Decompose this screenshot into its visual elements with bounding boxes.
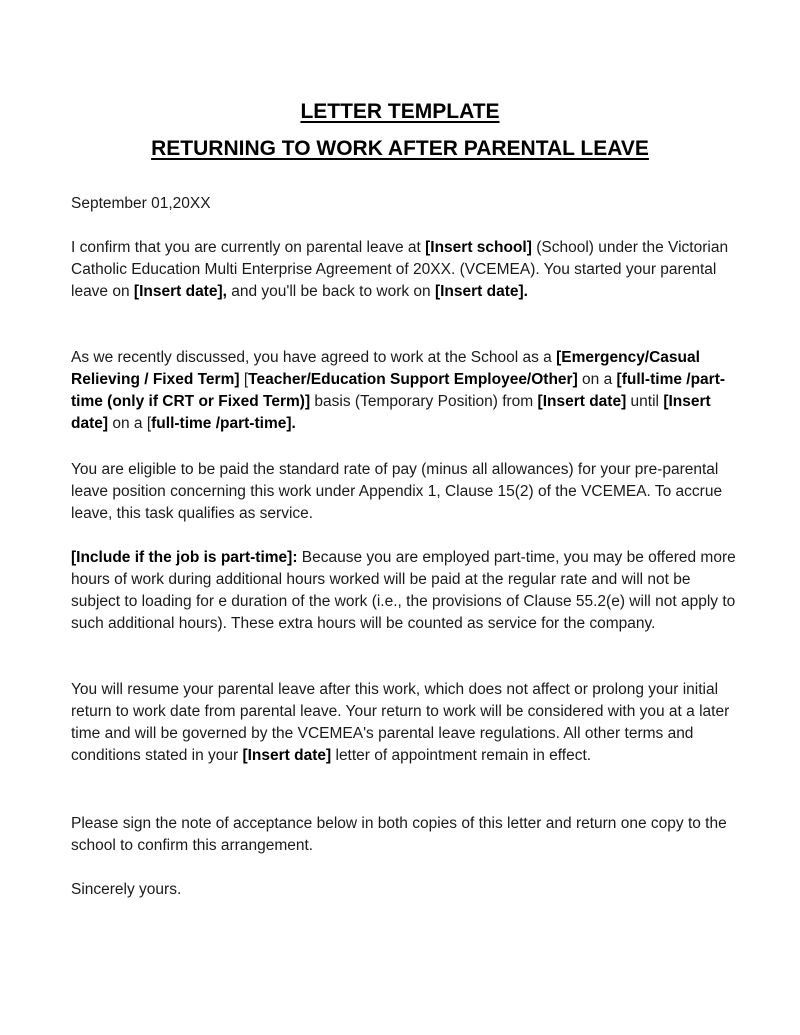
placeholder-school: [Insert school] xyxy=(425,239,532,256)
text: on a [ xyxy=(108,415,152,432)
text: [ xyxy=(239,371,249,388)
placeholder-employment-type: [Emergency/Casual Relieving / Fixed Term] xyxy=(71,349,700,388)
placeholder-time-basis: [full-time /part-time (only if CRT or Fixed Term)] xyxy=(71,371,726,410)
paragraph-confirmation xyxy=(71,237,743,303)
closing-salutation xyxy=(71,879,743,901)
placeholder-letter-date: [Insert date] xyxy=(242,747,332,764)
title-line-2: RETURNING TO WORK AFTER PARENTAL LEAVE xyxy=(151,137,649,160)
text: Because you are employed part-time, you may be offered more hours of work during additional hours worked will be paid at the regular rate and will not be subject to loading for e duration of the work (i.e., the provisions of Clause 55.2(e) will not apply to such additional hours). These extra hours will be counted as service for the company. xyxy=(71,549,736,632)
paragraph-part-time xyxy=(71,547,743,635)
text: on a xyxy=(577,371,617,388)
text: As we recently discussed, you have agreed to work at the School as a xyxy=(71,349,557,366)
text: You will resume your parental leave after this work, which does not affect or prolong your initial return to work date from parental leave. Your return to work will be considered with you at a later time and will be governed by the VCEMEA's parental leave regulations. All other terms and conditions stated in your xyxy=(71,681,730,764)
letter-date: September 01,20XX xyxy=(71,195,211,212)
placeholder-return-date: [Insert date]. xyxy=(434,283,528,300)
text: letter of appointment remain in effect. xyxy=(331,747,592,764)
title-line-1: LETTER TEMPLATE xyxy=(300,100,500,123)
placeholder-from-date: [Insert date] xyxy=(537,393,627,410)
placeholder-work-basis: full-time /part-time]. xyxy=(151,415,296,432)
paragraph-sign-request xyxy=(71,813,743,857)
paragraph-resume-leave xyxy=(71,679,743,767)
placeholder-part-time-note: [Include if the job is part-time]: xyxy=(71,549,298,566)
paragraph-agreement xyxy=(71,347,743,435)
text: Please sign the note of acceptance below in both copies of this letter and return one copy to the school to confirm this arrangement. xyxy=(71,815,727,854)
text: You are eligible to be paid the standard rate of pay (minus all allowances) for your pre-parental leave position concerning this work under Appendix 1, Clause 15(2) of the VCEMEA. To accrue leave, this task qualifies as service. xyxy=(71,461,723,522)
placeholder-role: Teacher/Education Support Employee/Other] xyxy=(248,371,578,388)
paragraph-pay xyxy=(71,459,743,525)
text: Sincerely yours. xyxy=(71,881,182,898)
text: and you'll be back to work on xyxy=(226,283,435,300)
text: I confirm that you are currently on parental leave at xyxy=(71,239,426,256)
text: until xyxy=(626,393,664,410)
placeholder-start-date: [Insert date], xyxy=(133,283,227,300)
placeholder-until-date: [Insert date] xyxy=(71,393,711,432)
text: (School) under the Victorian Catholic Education Multi Enterprise Agreement of 20XX. (VCEMEA). You started your parental leave on xyxy=(71,239,729,300)
document-title xyxy=(0,93,800,167)
text: basis (Temporary Position) from xyxy=(310,393,538,410)
